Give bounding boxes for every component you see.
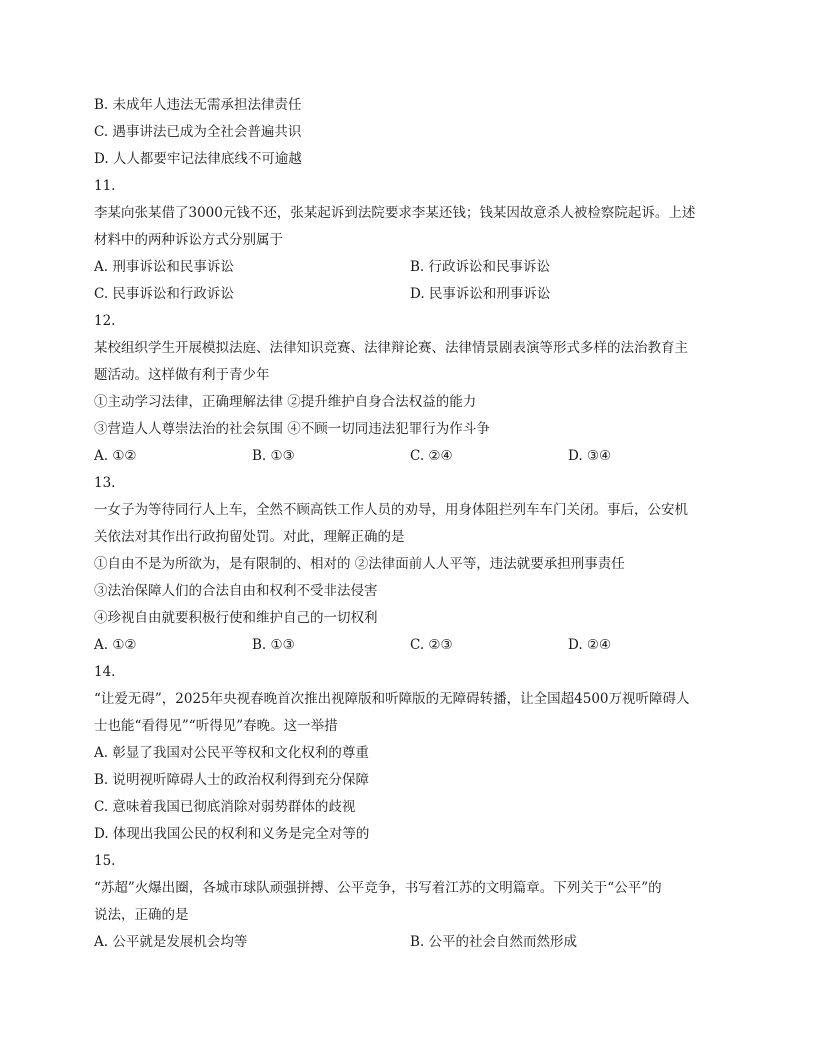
q13-statement-2: ③法治保障人们的合法自由和权利不受非法侵害 [94,583,378,599]
q13-stem-line-2: 关依法对其作出行政拘留处罚。对此，理解正确的是 [94,529,405,545]
q14-option-b: B. 说明视听障碍人士的政治权利得到充分保障 [94,772,370,788]
q10-option-c: C. 遇事讲法已成为全社会普遍共识 [94,124,302,140]
q11-options-row-1 [94,254,726,281]
q12-statement-2: ③营造人人尊崇法治的社会氛围 ④不顾一切同违法犯罪行为作斗争 [94,421,490,437]
q12-statement-1: ①主动学习法律，正确理解法律 ②提升维护自身合法权益的能力 [94,394,477,410]
q11-option-a: A. 刑事诉讼和民事诉讼 [94,259,234,275]
q11-options-row-2 [94,281,726,308]
exam-page [94,92,726,956]
q14-option-a: A. 彰显了我国对公民平等权和文化权利的尊重 [94,745,369,761]
q14-number: 14. [94,664,116,680]
q15-option-b: B. 公平的社会自然而然形成 [410,934,578,950]
q11-option-b: B. 行政诉讼和民事诉讼 [410,259,551,275]
q11-option-c: C. 民事诉讼和行政诉讼 [94,286,234,302]
q14-option-d: D. 体现出我国公民的权利和义务是完全对等的 [94,826,370,842]
q15-option-a: A. 公平就是发展机会均等 [94,934,248,950]
q12-stem-line-1: 某校组织学生开展模拟法庭、法律知识竞赛、法律辩论赛、法律情景剧表演等形式多样的法治教育主 [94,340,688,356]
q13-option-b: B. ①③ [252,637,295,653]
q11-number: 11. [94,178,116,194]
q12-option-d: D. ③④ [568,448,612,464]
q13-option-c: C. ②③ [410,637,453,653]
q12-block [94,308,726,470]
q12-option-a: A. ①② [94,448,137,464]
q13-number: 13. [94,475,116,491]
q15-stem-line-1: “苏超”火爆出圈，各城市球队顽强拼搏、公平竞争，书写着江苏的文明篇章。下列关于“公平”的 [94,880,662,896]
q11-stem-line-2: 材料中的两种诉讼方式分别属于 [94,232,283,248]
q11-stem-line-1: 李某向张某借了3000元钱不还，张某起诉到法院要求李某还钱；钱某因故意杀人被检察院起诉。上述 [94,205,696,221]
q13-stem-line-1: 一女子为等待同行人上车，全然不顾高铁工作人员的劝导，用身体阻拦列车车门关闭。事后，公安机 [94,502,688,518]
q14-stem-line-1: “让爱无碍”，2025年央视春晚首次推出视障版和听障版的无障碍转播，让全国超4500万视听障碍人 [94,691,690,707]
q12-options-row [94,443,726,470]
q10-option-d: D. 人人都要牢记法律底线不可逾越 [94,151,302,167]
q11-block [94,173,726,308]
q15-number: 15. [94,853,116,869]
q12-number: 12. [94,313,116,329]
q15-stem-line-2: 说法，正确的是 [94,907,189,923]
q14-stem-line-2: 士也能“看得见”“听得见”春晚。这一举措 [94,718,338,734]
q11-option-d: D. 民事诉讼和刑事诉讼 [410,286,551,302]
q13-option-a: A. ①② [94,637,137,653]
q15-block [94,848,726,956]
q14-option-c: C. 意味着我国已彻底消除对弱势群体的歧视 [94,799,356,815]
q13-block [94,470,726,659]
q10-option-b: B. 未成年人违法无需承担法律责任 [94,97,302,113]
q14-block [94,659,726,848]
q12-stem-line-2: 题活动。这样做有利于青少年 [94,367,270,383]
q15-options-row-1 [94,929,726,956]
q13-statement-1: ①自由不是为所欲为，是有限制的、相对的 ②法律面前人人平等，违法就要承担刑事责任 [94,556,625,572]
q12-option-c: C. ②④ [410,448,453,464]
q13-statement-3: ④珍视自由就要积极行使和维护自己的一切权利 [94,610,378,626]
q13-option-d: D. ②④ [568,637,612,653]
q10-block [94,92,726,173]
q12-option-b: B. ①③ [252,448,295,464]
q13-options-row [94,632,726,659]
